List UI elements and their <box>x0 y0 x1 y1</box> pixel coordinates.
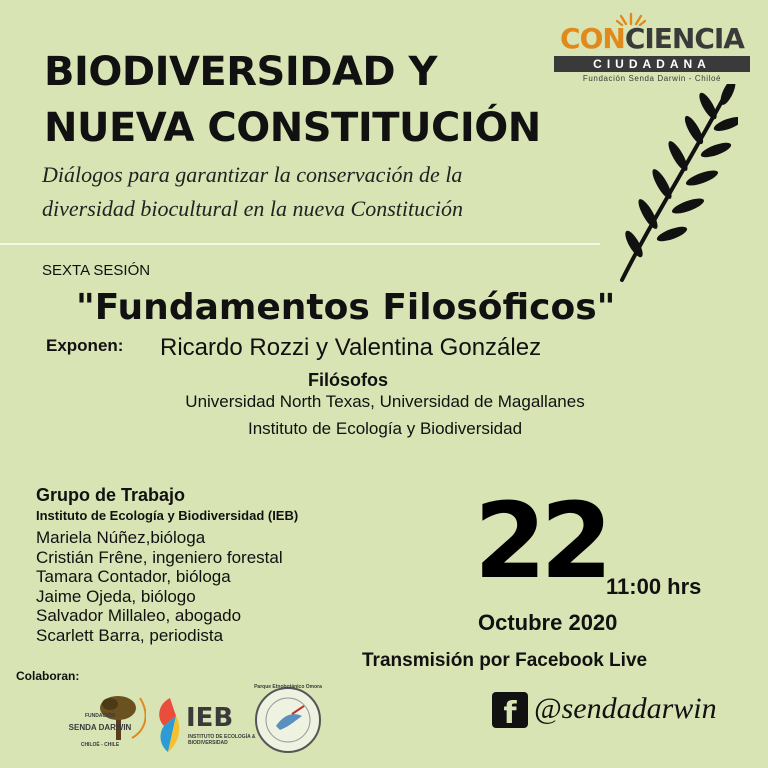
senda-darwin-top: FUNDACIÓN <box>85 713 115 719</box>
page-title <box>44 44 604 156</box>
subtitle-line-2: diversidad biocultural en la nueva Constitución <box>42 196 464 221</box>
group-title: Grupo de Trabajo <box>36 485 186 505</box>
senda-darwin-name: SENDA DARWIN <box>68 723 132 732</box>
speaker-affiliation <box>140 388 630 442</box>
session-title: "Fundamentos Filosóficos" <box>76 287 616 328</box>
transmission-info: Transmisión por Facebook Live <box>362 650 648 671</box>
title-line-1: BIODIVERSIDAD Y <box>44 49 437 95</box>
facebook-handle[interactable]: @sendadarwin <box>534 692 717 725</box>
list-item: Tamara Contador, bióloga <box>36 567 231 586</box>
collaborators-label: Colaboran: <box>16 669 80 683</box>
senda-darwin-bottom: CHILOÉ - CHILE <box>80 742 120 748</box>
ieb-logo-icon <box>154 696 184 756</box>
ieb-subtitle: INSTITUTO DE ECOLOGÍA & BIODIVERSIDAD <box>188 734 256 746</box>
event-time: 11:00 hrs <box>606 574 702 599</box>
group-members <box>36 528 283 645</box>
session-label: SEXTA SESIÓN <box>42 262 151 279</box>
affiliation-line-1: Universidad North Texas, Universidad de Magallanes <box>185 392 585 411</box>
list-item: Scarlett Barra, periodista <box>36 625 224 645</box>
list-item: Cristián Frêne, ingeniero forestal <box>36 547 283 567</box>
title-line-2: NUEVA CONSTITUCIÓN <box>44 105 541 151</box>
logo-band: CIUDADANA <box>554 56 750 72</box>
logo-subtitle: Fundación Senda Darwin - Chiloé <box>582 74 722 83</box>
group-institution: Instituto de Ecología y Biodiversidad (IEB) <box>36 508 299 523</box>
event-day: 22 <box>474 480 607 602</box>
list-item: Jaime Ojeda, biólogo <box>36 586 196 606</box>
speaker-role: Filósofos <box>308 370 388 390</box>
list-item: Salvador Millaleo, abogado <box>36 606 242 625</box>
speakers: Ricardo Rozzi y Valentina González <box>160 334 542 361</box>
logo-wordmark: CONCIENCIA <box>560 22 744 55</box>
page-subtitle <box>42 158 602 226</box>
exponen-label: Exponen: <box>46 336 124 355</box>
ieb-name: IEB <box>186 703 234 733</box>
affiliation-line-2: Instituto de Ecología y Biodiversidad <box>247 419 523 438</box>
divider <box>0 243 600 245</box>
subtitle-line-1: Diálogos para garantizar la conservación de la <box>42 162 463 187</box>
event-date: Octubre 2020 <box>478 610 618 635</box>
parque-omora-logo-icon <box>254 686 322 754</box>
leaf-branch-icon <box>610 84 738 284</box>
list-item: Mariela Núñez,bióloga <box>36 528 206 547</box>
facebook-icon[interactable]: f <box>492 692 528 728</box>
parque-omora-name: Parque Etnobotánico Omora <box>254 684 322 690</box>
